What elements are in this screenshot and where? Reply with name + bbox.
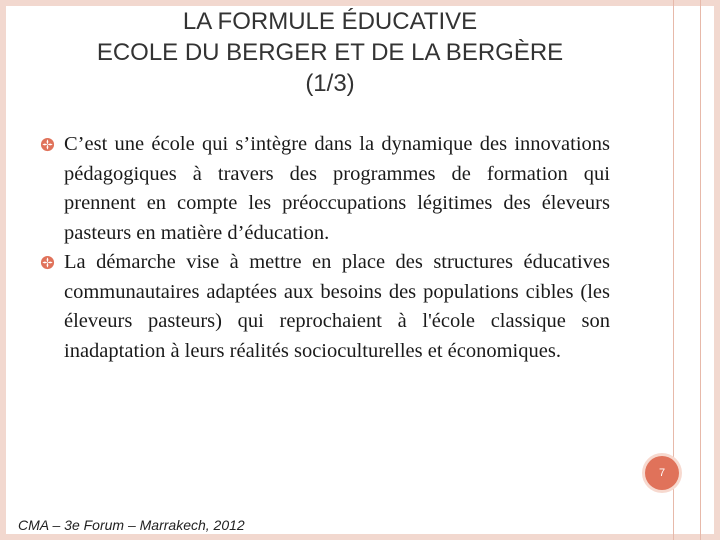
list-item [40,130,610,248]
slide-title [0,6,660,99]
frame-line [673,0,674,540]
bullet-list [40,130,610,366]
frame-line [700,0,701,540]
title-line-3: (1/3) [305,70,355,97]
four-petal-flower-icon [40,255,55,270]
list-item [40,248,610,366]
bullet-text: C’est une école qui s’intègre dans la dynamique des innovations pédagogiques à travers des programmes de formation qui prennent en compte les préoccupations légitimes des éleveurs pasteurs en matière d’éducation. [64,133,610,244]
footer-text: CMA – 3e Forum – Marrakech, 2012 [18,517,245,533]
bullet-text: La démarche vise à mettre en place des structures éducatives communautaires adaptées aux besoins des populations cibles (les éleveurs pasteurs) qui reprochaient à l'école classique son inadaptation à leurs réalités socioculturelles et économiques. [64,251,610,362]
page-number-badge [645,456,679,490]
page-number: 7 [658,467,666,479]
title-line-1: LA FORMULE ÉDUCATIVE [182,8,478,35]
four-petal-flower-icon [40,137,55,152]
title-line-2: ECOLE DU BERGER ET DE LA BERGÈRE [96,39,564,66]
